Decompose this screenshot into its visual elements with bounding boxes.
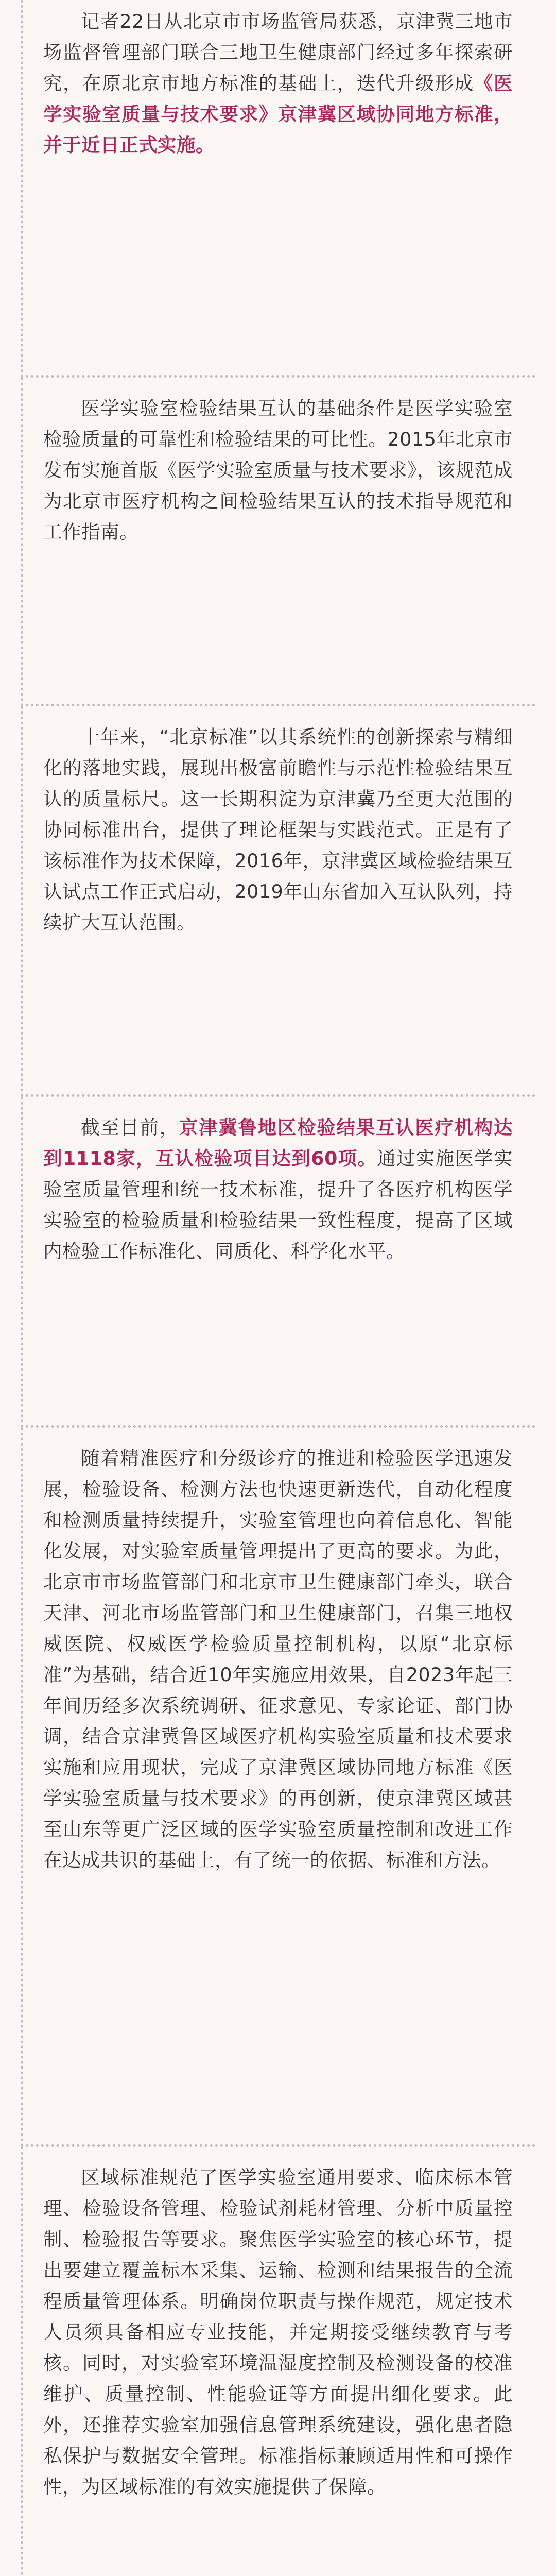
paragraph-5: [43, 1443, 513, 1876]
paragraph-4: [43, 1112, 513, 1267]
paragraph-3: [43, 722, 513, 938]
paragraph-2: [43, 393, 513, 548]
paragraph-1-highlight: 《医学实验室质量与技术要求》京津冀区域协同地方标准，并于近日正式实施。: [43, 72, 513, 156]
paragraph-5-text: 随着精准医疗和分级诊疗的推进和检验医学迅速发展，检验设备、检测方法也快速更新迭代，自动化程度和检测质量持续提升，实验室管理也向着信息化、智能化发展，对实验室质量管理提出了更高的要求。为此，北京市市场监管部门和北京市卫生健康部门牵头，联合天津、河北市场监管部门和卫生健康部门，召集三地权威医院、权威医学检验质量控制机构，以原“北京标准”为基础，结合近10年实施应用效果，自2023年起三年间历经多次系统调研、征求意见、专家论证、部门协调，结合京津冀鲁区域医疗机构实验室质量和技术要求实施和应用现状，完成了京津冀区域协同地方标准《医学实验室质量与技术要求》的再创新，使京津冀区域甚至山东等更广泛区域的医学实验室质量控制和改进工作在达成共识的基础上，有了统一的依据、标准和方法。: [43, 1447, 513, 1871]
paragraph-block-5: [21, 1428, 535, 2147]
paragraph-4-text: 截至目前，: [81, 1116, 179, 1139]
paragraph-6: [43, 2162, 513, 2502]
paragraph-block-2: [21, 378, 535, 706]
paragraph-1-text: 记者22日从北京市市场监管局获悉，京津冀三地市场监督管理部门联合三地卫生健康部门经过多年探索研究，在原北京市地方标准的基础上，迭代升级形成: [43, 10, 513, 94]
paragraph-1: [43, 6, 513, 161]
paragraph-2-text: 医学实验室检验结果互认的基础条件是医学实验室检验质量的可靠性和检验结果的可比性。2015年北京市发布实施首版《医学实验室质量与技术要求》，该规范成为北京市医疗机构之间检验结果互认的技术指导规范和工作指南。: [43, 397, 513, 543]
paragraph-3-text: 十年来，“北京标准”以其系统性的创新探索与精细化的落地实践，展现出极富前瞻性与示范性检验结果互认的质量标尺。这一长期积淀为京津冀乃至更大范围的协同标准出台，提供了理论框架与实践范式。正是有了该标准作为技术保障，2016年，京津冀区域检验结果互认试点工作正式启动，2019年山东省加入互认队列，持续扩大互认范围。: [43, 726, 513, 934]
paragraph-4-tail: 通过实施医学实验室质量管理和统一技术标准，提升了各医疗机构医学实验室的检验质量和检验结果一致性程度，提高了区域内检验工作标准化、同质化、科学化水平。: [43, 1147, 513, 1262]
paragraph-block-4: [21, 1097, 535, 1428]
paragraph-block-3: [21, 706, 535, 1097]
paragraph-block-6: [21, 2147, 535, 2576]
paragraph-block-1: [21, 0, 535, 378]
paragraph-4-highlight: 京津冀鲁地区检验结果互认医疗机构达到1118家，互认检验项目达到60项。: [43, 1116, 513, 1170]
paragraph-6-text: 区域标准规范了医学实验室通用要求、临床标本管理、检验设备管理、检验试剂耗材管理、分析中质量控制、检验报告等要求。聚焦医学实验室的核心环节，提出要建立覆盖标本采集、运输、检测和结果报告的全流程质量管理体系。明确岗位职责与操作规范，规定技术人员须具备相应专业技能，并定期接受继续教育与考核。同时，对实验室环境温湿度控制及检测设备的校准维护、质量控制、性能验证等方面提出细化要求。此外，还推荐实验室加强信息管理系统建设，强化患者隐私保护与数据安全管理。标准指标兼顾适用性和可操作性，为区域标准的有效实施提供了保障。: [43, 2166, 513, 2498]
